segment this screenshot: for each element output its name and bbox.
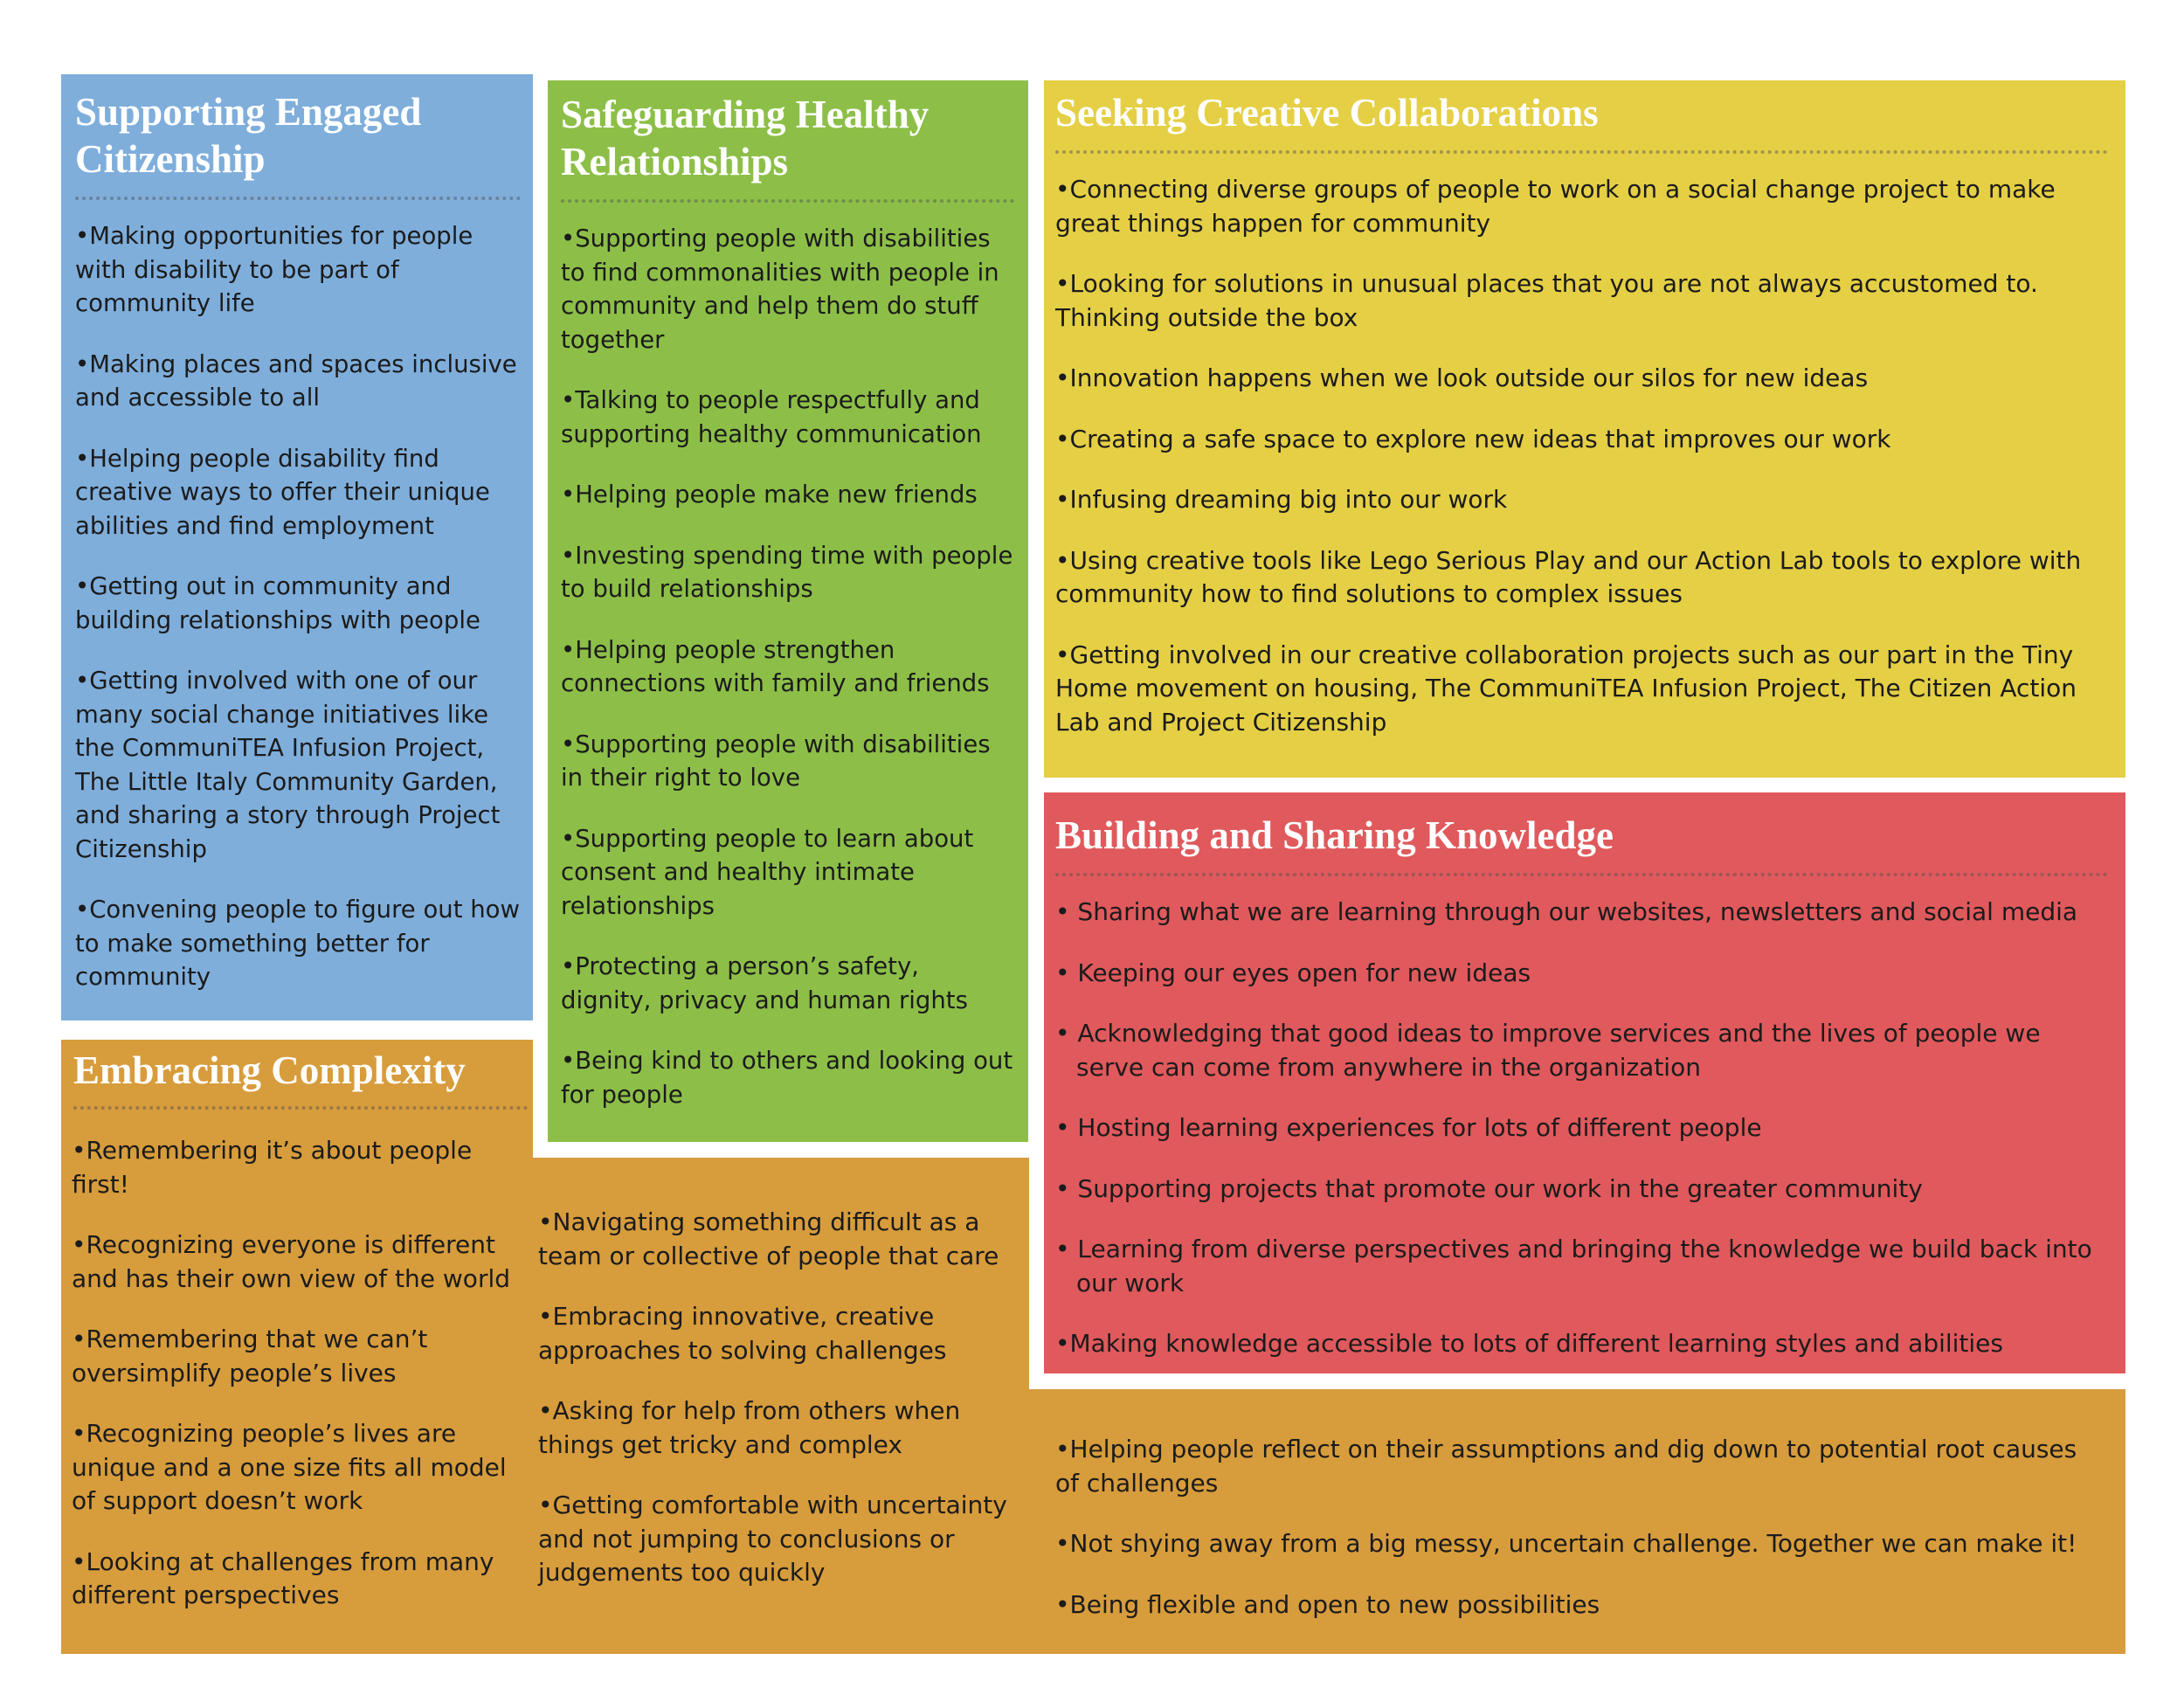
dotted-divider [75, 197, 521, 200]
list-item: •Making opportunities for people with disability to be part of community life [75, 222, 473, 317]
panel-title: Supporting Engaged Citizenship [75, 90, 422, 181]
bullet-list [538, 1206, 1019, 1590]
supporting-engaged-citizenship-panel [61, 74, 533, 1020]
bullet-list [75, 219, 521, 994]
list-item: •Getting comfortable with uncertainty and not jumping to conclusions or judgements too quickly [538, 1491, 1007, 1587]
bullet-list [1055, 1327, 2108, 1361]
list-item: •Using creative tools like Lego Serious Play and our Action Lab tools to explore with community how to find solutions to complex issues [1055, 545, 2082, 608]
list-item: •Supporting people to learn about consent and healthy intimate relationships [561, 824, 974, 920]
dotted-divider [561, 199, 1014, 203]
bullet-list [72, 1134, 526, 1613]
list-item: •Helping people disability find creative ways to offer their unique abilities and find employment [75, 444, 490, 540]
building-and-sharing-knowledge-panel [1044, 792, 2125, 1373]
list-item: •Helping people reflect on their assumptions and dig down to potential root causes of challenges [1055, 1435, 2077, 1498]
bullet-list [561, 222, 1014, 1111]
list-item: •Getting involved in our creative collaboration projects such as our part in the Tiny Home movement on housing, The CommuniTEA Infusion Project, The Citizen Action Lab and Project Citizenship [1055, 640, 2077, 737]
list-item: •Making places and spaces inclusive and accessible to all [75, 349, 517, 412]
list-item: •Supporting people with disabilities to find commonalities with people in community and help them do stuff together [561, 225, 999, 354]
list-item: •Looking at challenges from many different perspectives [72, 1546, 494, 1609]
panel-title: Building and Sharing Knowledge [1055, 813, 1614, 857]
list-item: •Looking for solutions in unusual places that you are not always accustomed to. Thinking outside the box [1055, 269, 2038, 332]
list-item: •Talking to people respectfully and supporting healthy communication [561, 386, 982, 448]
panel-title: Seeking Creative Collaborations [1055, 91, 1599, 135]
list-item: •Helping people strengthen connections with family and friends [561, 635, 990, 697]
list-item: •Investing spending time with people to build relationships [561, 541, 1013, 603]
list-item: •Being flexible and open to new possibilities [1055, 1589, 1600, 1619]
list-item: •Remembering that we can’t oversimplify people’s lives [72, 1325, 428, 1387]
list-item: • Learning from diverse perspectives and bringing the knowledge we build back into our work [1055, 1235, 2092, 1297]
list-item: •Recognizing everyone is different and has their own view of the world [72, 1230, 511, 1293]
list-item: •Recognizing people’s lives are unique and a one size fits all model of support doesn’t work [72, 1419, 507, 1515]
seeking-creative-collaborations-panel [1044, 80, 2125, 778]
dotted-divider [1055, 150, 2108, 154]
list-item: •Navigating something difficult as a team or collective of people that care [538, 1207, 999, 1270]
bullet-list [1055, 1433, 2104, 1622]
list-item: • Hosting learning experiences for lots of different people [1055, 1113, 1762, 1142]
embracing-complexity-header [73, 1047, 528, 1129]
list-item: •Not shying away from a big messy, uncertain challenge. Together we can make it! [1055, 1529, 2077, 1558]
list-item: •Making knowledge accessible to lots of different learning styles and abilities [1055, 1329, 2003, 1358]
dotted-divider [1055, 873, 2108, 876]
list-item: •Getting out in community and building relationships with people [75, 572, 480, 634]
embracing-complexity-column-3 [1055, 1433, 2104, 1649]
safeguarding-healthy-relationships-panel [548, 80, 1028, 1142]
embracing-complexity-column-1 [72, 1134, 526, 1640]
list-item: •Convening people to figure out how to make something better for community [75, 896, 520, 991]
list-item: • Sharing what we are learning through our websites, newsletters and social media [1055, 897, 2078, 926]
list-item: •Helping people make new friends [561, 481, 978, 508]
list-item: •Asking for help from others when things get tricky and complex [538, 1396, 961, 1459]
bullet-list [1055, 173, 2108, 739]
list-item: • Acknowledging that good ideas to improve services and the lives of people we serve can come from anywhere in the organization [1055, 1019, 2041, 1082]
bullet-list [1055, 896, 2108, 1300]
list-item: •Connecting diverse groups of people to work on a social change project to make great things happen for community [1055, 175, 2056, 238]
list-item: •Getting involved with one of our many social change initiatives like the CommuniTEA Infusion Project, The Little Italy Community Garden, and sharing a story through Project Citizenship [75, 667, 501, 863]
list-item: •Innovation happens when we look outside our silos for new ideas [1055, 363, 1869, 392]
embracing-complexity-column-2 [538, 1206, 1019, 1617]
panel-title: Safeguarding Healthy Relationships [561, 93, 930, 183]
list-item: •Supporting people with disabilities in their right to love [561, 730, 991, 792]
list-item: •Creating a safe space to explore new ideas that improves our work [1055, 424, 1891, 453]
dotted-divider [73, 1106, 528, 1110]
list-item: •Remembering it’s about people first! [72, 1136, 473, 1199]
panel-title: Embracing Complexity [73, 1048, 466, 1092]
list-item: •Infusing dreaming big into our work [1055, 485, 1508, 514]
list-item: • Supporting projects that promote our work in the greater community [1055, 1173, 1923, 1203]
list-item: •Protecting a person’s safety, dignity, privacy and human rights [561, 952, 968, 1014]
list-item: • Keeping our eyes open for new ideas [1055, 958, 1531, 987]
list-item: •Being kind to others and looking out for people [561, 1047, 1013, 1109]
list-item: •Embracing innovative, creative approaches to solving challenges [538, 1302, 947, 1365]
